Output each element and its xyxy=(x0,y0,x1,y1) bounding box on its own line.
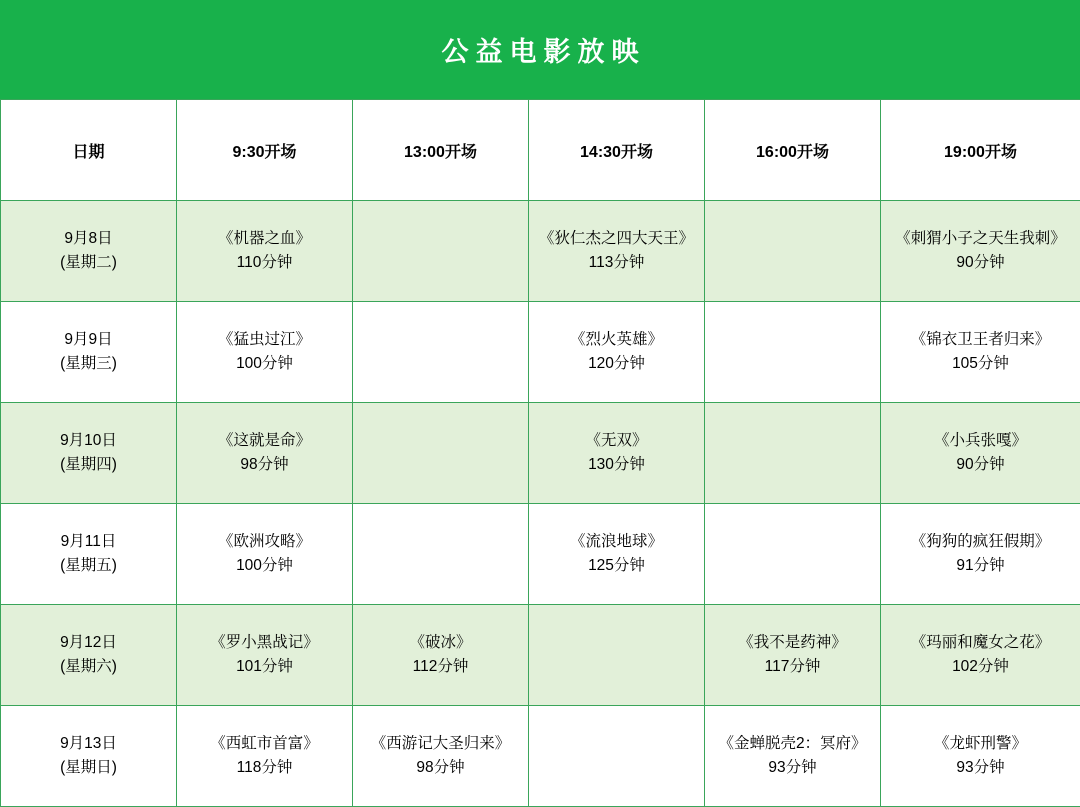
date-cell xyxy=(1,403,177,504)
screening-cell xyxy=(705,605,881,706)
column-header-1300: 13:00开场 xyxy=(353,100,529,201)
table-row xyxy=(1,403,1080,504)
movie-title: 《欧洲攻略》 xyxy=(217,532,311,550)
date-text: 9月10日 xyxy=(60,431,117,449)
empty-cell xyxy=(353,504,529,605)
movie-title: 《破冰》 xyxy=(409,633,472,651)
movie-duration: 118分钟 xyxy=(236,759,293,776)
date-text: 9月11日 xyxy=(60,532,117,550)
screening-cell xyxy=(881,504,1080,605)
date-cell xyxy=(1,302,177,403)
movie-title: 《西游记大圣归来》 xyxy=(370,734,511,752)
date-cell xyxy=(1,706,177,807)
column-header-1900: 19:00开场 xyxy=(881,100,1080,201)
weekday-text: (星期四) xyxy=(60,456,117,473)
movie-title: 《玛丽和魔女之花》 xyxy=(910,633,1051,651)
movie-duration: 125分钟 xyxy=(588,557,645,574)
empty-cell xyxy=(705,302,881,403)
empty-cell xyxy=(705,504,881,605)
empty-cell xyxy=(529,605,705,706)
table-row xyxy=(1,302,1080,403)
table-row xyxy=(1,504,1080,605)
screening-cell xyxy=(881,706,1080,807)
screening-cell xyxy=(529,302,705,403)
movie-title: 《这就是命》 xyxy=(217,431,311,449)
movie-title: 《无双》 xyxy=(585,431,648,449)
table-row xyxy=(1,706,1080,807)
screening-cell xyxy=(177,706,353,807)
movie-duration: 98分钟 xyxy=(240,456,289,473)
movie-duration: 93分钟 xyxy=(956,759,1005,776)
date-cell xyxy=(1,201,177,302)
screening-cell xyxy=(881,201,1080,302)
screening-cell xyxy=(881,605,1080,706)
empty-cell xyxy=(353,403,529,504)
date-text: 9月9日 xyxy=(64,330,113,348)
movie-duration: 90分钟 xyxy=(956,254,1005,271)
empty-cell xyxy=(529,706,705,807)
movie-duration: 90分钟 xyxy=(956,456,1005,473)
weekday-text: (星期五) xyxy=(60,557,117,574)
weekday-text: (星期日) xyxy=(60,759,117,776)
movie-duration: 91分钟 xyxy=(956,557,1005,574)
movie-title: 《罗小黑战记》 xyxy=(210,633,319,651)
movie-title: 《流浪地球》 xyxy=(569,532,663,550)
weekday-text: (星期二) xyxy=(60,254,117,271)
movie-duration: 100分钟 xyxy=(236,355,293,372)
movie-duration: 105分钟 xyxy=(952,355,1009,372)
movie-duration: 102分钟 xyxy=(952,658,1009,675)
page-title: 公益电影放映 xyxy=(441,37,646,67)
screening-cell xyxy=(177,302,353,403)
movie-duration: 98分钟 xyxy=(416,759,465,776)
date-cell xyxy=(1,504,177,605)
movie-title: 《西虹市首富》 xyxy=(210,734,319,752)
movie-title: 《狗狗的疯狂假期》 xyxy=(910,532,1051,550)
movie-duration: 130分钟 xyxy=(588,456,645,473)
column-header-1430: 14:30开场 xyxy=(529,100,705,201)
empty-cell xyxy=(705,403,881,504)
movie-title: 《金蝉脱壳2：冥府》 xyxy=(718,734,867,752)
column-header-0930: 9:30开场 xyxy=(177,100,353,201)
movie-title: 《狄仁杰之四大天王》 xyxy=(538,229,694,247)
weekday-text: (星期三) xyxy=(60,355,117,372)
date-text: 9月8日 xyxy=(64,229,113,247)
date-text: 9月12日 xyxy=(60,633,117,651)
movie-title: 《烈火英雄》 xyxy=(569,330,663,348)
date-cell xyxy=(1,605,177,706)
movie-title: 《龙虾刑警》 xyxy=(933,734,1027,752)
weekday-text: (星期六) xyxy=(60,658,117,675)
table-header xyxy=(1,100,1080,201)
screening-cell xyxy=(353,706,529,807)
movie-duration: 93分钟 xyxy=(768,759,817,776)
movie-duration: 100分钟 xyxy=(236,557,293,574)
screening-cell xyxy=(177,605,353,706)
movie-duration: 101分钟 xyxy=(236,658,293,675)
movie-title: 《刺猬小子之天生我刺》 xyxy=(895,229,1066,247)
table-row xyxy=(1,201,1080,302)
screening-cell xyxy=(529,201,705,302)
table-body xyxy=(1,201,1080,807)
header-row xyxy=(1,100,1080,201)
movie-title: 《我不是药神》 xyxy=(738,633,847,651)
movie-title: 《机器之血》 xyxy=(217,229,311,247)
empty-cell xyxy=(705,201,881,302)
movie-title: 《小兵张嘎》 xyxy=(933,431,1027,449)
movie-duration: 120分钟 xyxy=(588,355,645,372)
movie-duration: 117分钟 xyxy=(764,658,821,675)
screening-cell xyxy=(353,605,529,706)
date-text: 9月13日 xyxy=(60,734,117,752)
screening-cell xyxy=(881,302,1080,403)
screening-cell xyxy=(177,403,353,504)
screening-cell xyxy=(529,504,705,605)
screening-cell xyxy=(705,706,881,807)
movie-duration: 113分钟 xyxy=(588,254,645,271)
screening-cell xyxy=(529,403,705,504)
movie-title: 《锦衣卫王者归来》 xyxy=(910,330,1051,348)
screening-cell xyxy=(881,403,1080,504)
movie-duration: 112分钟 xyxy=(412,658,469,675)
empty-cell xyxy=(353,302,529,403)
movie-title: 《猛虫过江》 xyxy=(217,330,311,348)
column-header-1600: 16:00开场 xyxy=(705,100,881,201)
screening-cell xyxy=(177,504,353,605)
screening-cell xyxy=(177,201,353,302)
column-header-date: 日期 xyxy=(1,100,177,201)
table-row xyxy=(1,605,1080,706)
title-banner xyxy=(0,0,1080,99)
movie-duration: 110分钟 xyxy=(236,254,293,271)
empty-cell xyxy=(353,201,529,302)
movie-schedule-table xyxy=(0,99,1080,807)
